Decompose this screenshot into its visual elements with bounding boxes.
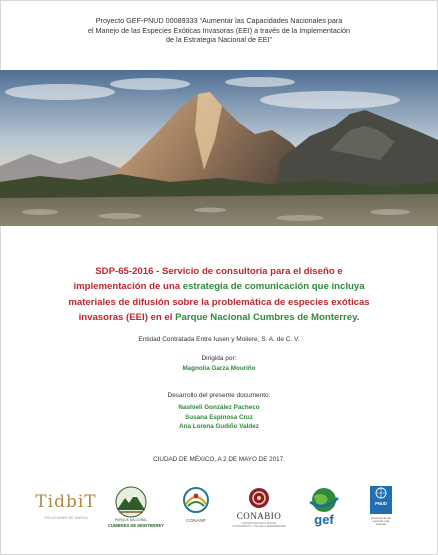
header-line-1: Proyecto GEF-PNUD 00089333 “Aumentar las Capacidades Nacionales para: [95, 16, 343, 25]
pnud-box: [370, 486, 392, 514]
title-line-3: materiales de difusión sobre la problemática de especies exóticas: [68, 296, 370, 308]
title-line-1: SDP-65-2016 - Servicio de consultoría para el diseño e: [95, 266, 343, 277]
author-name: Nashieli González Pacheco: [178, 404, 260, 411]
pnud-label: PNUD: [375, 501, 387, 506]
conabio-label: CONABIO: [236, 511, 282, 521]
conabio-small-label: COMISIÓN NACIONAL PARA EL CONOCIMIENTO Y USO DE LA BIODIVERSIDAD: [232, 522, 286, 528]
mountain-emblem-icon: [108, 486, 154, 520]
cumbres-monterrey-logo: [108, 486, 165, 536]
title-line-4: invasoras (EEI) en el Parque Nacional Cumbres de Monterrey.: [78, 312, 360, 324]
developed-by-label: Desarrollo del presente documento:: [167, 392, 271, 399]
un-emblem-icon: [370, 486, 392, 500]
pnud-logo: [368, 486, 394, 536]
park-name: Parque Nacional Cumbres de Monterrey: [175, 312, 357, 324]
author-name: Susana Espinosa Cruz: [185, 413, 253, 421]
cumbres-label: CUMBRES DE MONTERREY: [108, 523, 165, 528]
partner-logos: [0, 486, 438, 536]
conabio-emblem-icon: [232, 486, 286, 510]
tidbit-logo: [34, 486, 98, 536]
directed-by-label: Dirigida por:: [201, 355, 237, 362]
cumbres-small-label: PARQUE NACIONAL: [114, 518, 148, 522]
globe-icon: [304, 486, 344, 514]
document-title: [0, 264, 438, 326]
document-date: CIUDAD DE MÉXICO, A 2 DE MAYO DE 2017.: [153, 456, 285, 463]
pnud-small-label: Al servicio de las personas y las naciones: [371, 517, 391, 527]
author-list: [0, 403, 438, 432]
header-line-3: de la Estrategia Nacional de EEI”: [166, 35, 272, 45]
conanp-label: CONANP: [186, 518, 206, 523]
director-name: Magnolia Garza Mouriño: [182, 365, 256, 372]
gef-label: gef: [314, 512, 334, 527]
header-line-2: el Manejo de las Especies Exóticas Invasoras (EEI) a través de la Implementación: [87, 25, 351, 35]
gef-logo: [304, 486, 344, 536]
tidbit-wordmark: TidbiT: [35, 492, 97, 512]
project-header: [0, 16, 438, 45]
conabio-logo: [232, 486, 286, 536]
mountain-landscape-photo: [0, 70, 438, 226]
conanp-emblem-icon: [178, 486, 214, 516]
mountain-illustration: [0, 70, 438, 226]
tidbit-tagline: SOLUCIONES DE MARCA: [44, 516, 88, 520]
conanp-logo: [178, 486, 214, 536]
author-name: Ana Lorena Gudiño Valdez: [179, 423, 259, 431]
contracted-entity: Entidad Contratada Entre Iusen y Moliere, S. A. de C. V.: [138, 336, 300, 343]
title-line-2: implementación de una estrategia de comunicación que incluya: [73, 281, 365, 293]
contract-code: SDP-65-2016: [95, 266, 154, 277]
